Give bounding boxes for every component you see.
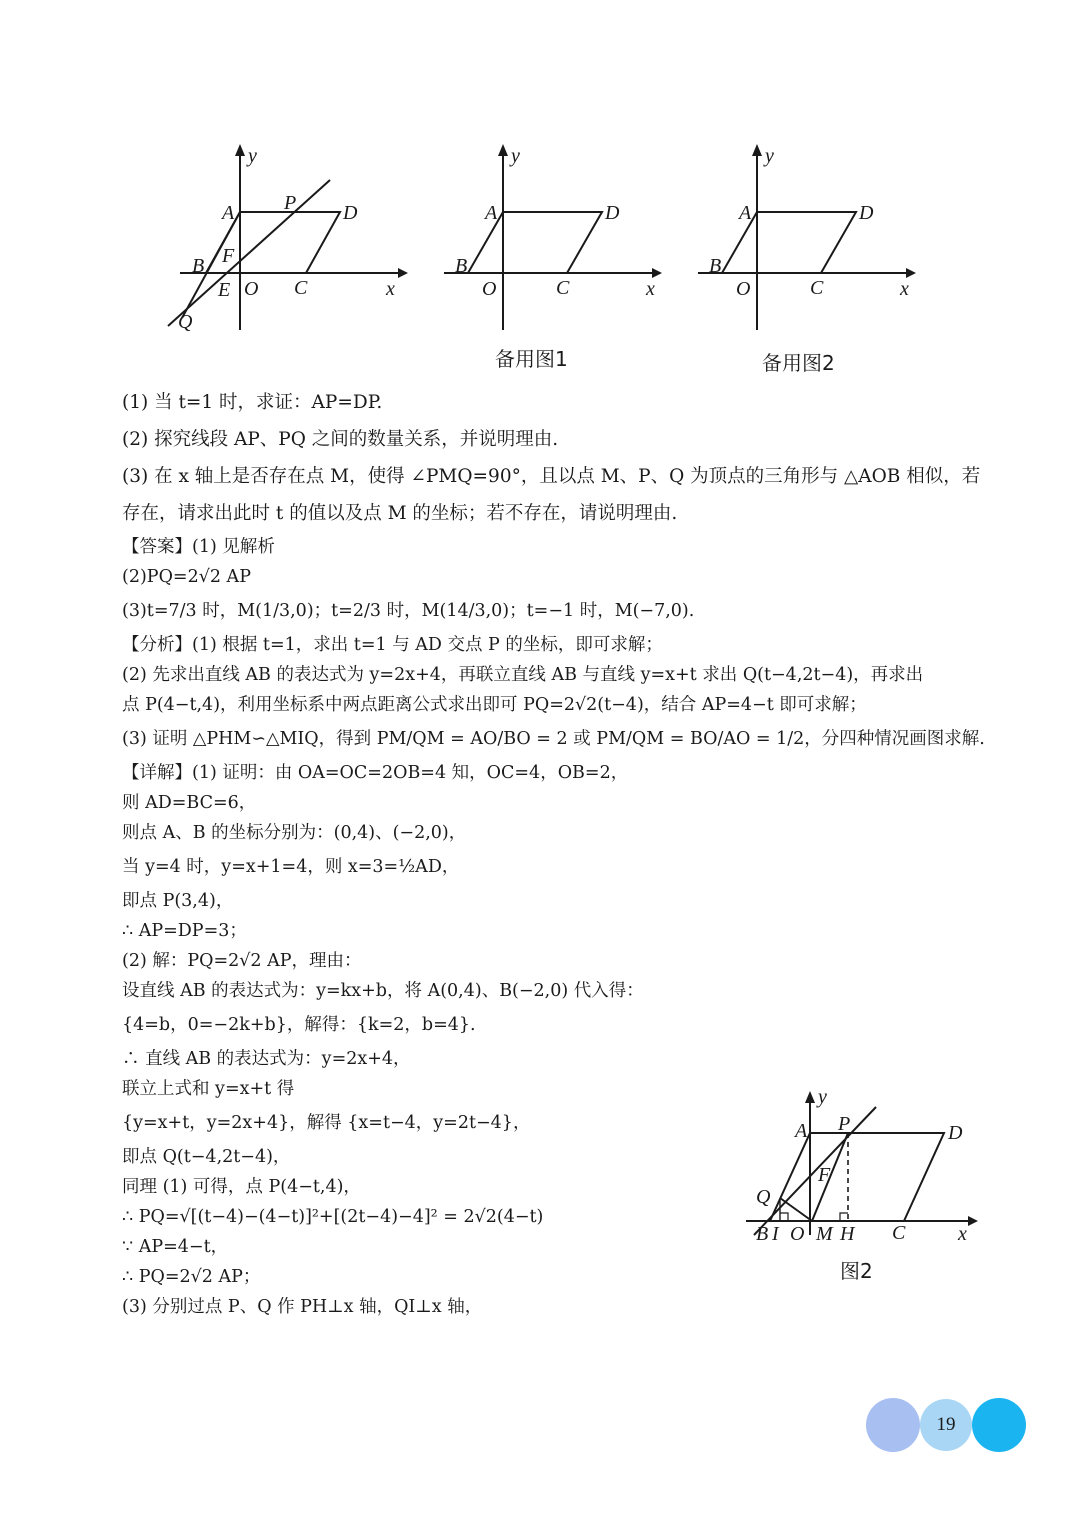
- detail-18: (3) 分别过点 P、Q 作 PH⊥x 轴，QI⊥x 轴，: [122, 1297, 483, 1317]
- svg-text:A: A: [739, 202, 752, 224]
- svg-text:C: C: [294, 277, 308, 299]
- analysis-3: (3) 证明 △PHM∽△MIQ，得到 PM/QM = AO/BO = 2 或 PM/QM = BO/AO = 1/2，分四种情况画图求解.: [122, 729, 985, 749]
- svg-text:E: E: [218, 279, 231, 301]
- detail-7: (2) 解：PQ=2√2 AP，理由：: [122, 951, 362, 971]
- svg-text:C: C: [556, 277, 570, 299]
- svg-text:D: D: [859, 202, 874, 224]
- detail-8: 设直线 AB 的表达式为：y=kx+b，将 A(0,4)、B(−2,0) 代入得：: [122, 981, 644, 1001]
- svg-text:P: P: [284, 192, 297, 214]
- svg-text:x: x: [900, 278, 909, 300]
- detail-12: {y=x+t，y=2x+4}，解得 {x=t−4，y=2t−4}，: [122, 1113, 531, 1133]
- svg-text:A: A: [222, 202, 235, 224]
- detail-10: ∴ 直线 AB 的表达式为：y=2x+4，: [122, 1049, 411, 1069]
- page-number-badge: [866, 1398, 1026, 1452]
- detail-17: ∴ PQ=2√2 AP；: [122, 1267, 261, 1287]
- svg-text:C: C: [892, 1222, 906, 1244]
- figure-main: [160, 140, 410, 340]
- detail-11: 联立上式和 y=x+t 得: [122, 1079, 295, 1099]
- svg-text:x: x: [646, 278, 655, 300]
- detail-13: 即点 Q(t−4,2t−4)，: [122, 1147, 291, 1167]
- answer-heading: 【答案】(1) 见解析: [122, 537, 275, 557]
- detail-16: ∵ AP=4−t，: [122, 1237, 229, 1257]
- svg-text:D: D: [343, 202, 358, 224]
- svg-text:x: x: [386, 278, 395, 300]
- svg-text:O: O: [482, 278, 497, 300]
- svg-text:x: x: [958, 1223, 967, 1245]
- detail-4: 当 y=4 时，y=x+1=4，则 x=3=½AD，: [122, 857, 460, 877]
- question-1: (1) 当 t=1 时，求证：AP=DP.: [122, 392, 383, 413]
- analysis-2: (2) 先求出直线 AB 的表达式为 y=2x+4，再联立直线 AB 与直线 y=x+t 求出 Q(t−4,2t−4)，再求出: [122, 665, 924, 685]
- figure-backup-2: [692, 140, 922, 375]
- svg-text:M: M: [816, 1223, 833, 1245]
- svg-text:y: y: [765, 145, 774, 167]
- svg-text:A: A: [485, 202, 498, 224]
- answer-3: (3)t=7/3 时，M(1/3,0)；t=2/3 时，M(14/3,0)；t=−1 时，M(−7,0).: [122, 601, 695, 621]
- analysis-1: 【分析】(1) 根据 t=1，求出 t=1 与 AD 交点 P 的坐标，即可求解；: [122, 635, 663, 655]
- badge-circle-left: [866, 1398, 920, 1452]
- svg-text:D: D: [948, 1122, 963, 1144]
- svg-text:B: B: [455, 255, 468, 277]
- svg-text:C: C: [810, 277, 824, 299]
- detail-3: 则点 A、B 的坐标分别为：(0,4)、(−2,0)，: [122, 823, 467, 843]
- svg-text:B: B: [756, 1223, 769, 1245]
- analysis-2-cont: 点 P(4−t,4)，利用坐标系中两点距离公式求出即可 PQ=2√2(t−4)，结合 AP=4−t 即可求解；: [122, 695, 867, 715]
- detail-5: 即点 P(3,4)，: [122, 891, 234, 911]
- svg-text:O: O: [736, 278, 751, 300]
- question-2: (2) 探究线段 AP、PQ 之间的数量关系，并说明理由.: [122, 429, 559, 450]
- svg-text:O: O: [790, 1223, 805, 1245]
- svg-text:Q: Q: [756, 1186, 771, 1208]
- detail-14: 同理 (1) 可得，点 P(4−t,4)，: [122, 1177, 361, 1197]
- caption-figure-2: 图2: [840, 1259, 873, 1283]
- detail-15: ∴ PQ=√[(t−4)−(4−t)]²+[(2t−4)−4]² = 2√2(4−t): [122, 1207, 544, 1227]
- detail-2: 则 AD=BC=6，: [122, 793, 257, 813]
- svg-text:Q: Q: [178, 311, 193, 333]
- caption-backup-2: 备用图2: [762, 351, 835, 375]
- question-3: (3) 在 x 轴上是否存在点 M，使得 ∠PMQ=90°，且以点 M、P、Q 为顶点的三角形与 △AOB 相似，若: [122, 466, 981, 487]
- svg-text:D: D: [605, 202, 620, 224]
- svg-text:F: F: [222, 245, 235, 267]
- figure-2: [740, 1085, 985, 1283]
- svg-text:y: y: [511, 145, 520, 167]
- svg-text:A: A: [795, 1120, 808, 1142]
- svg-text:H: H: [840, 1223, 855, 1245]
- question-3-cont: 存在，请求出此时 t 的值以及点 M 的坐标；若不存在，请说明理由.: [122, 503, 678, 524]
- badge-circle-right: [972, 1398, 1026, 1452]
- detail-6: ∴ AP=DP=3；: [122, 921, 247, 941]
- svg-text:P: P: [838, 1113, 851, 1135]
- svg-text:O: O: [244, 278, 259, 300]
- answer-2: (2)PQ=2√2 AP: [122, 567, 251, 587]
- svg-text:y: y: [248, 145, 257, 167]
- figure-backup-1: [438, 140, 668, 371]
- detail-1: 【详解】(1) 证明：由 OA=OC=2OB=4 知，OC=4，OB=2，: [122, 763, 629, 783]
- svg-text:B: B: [709, 255, 722, 277]
- detail-9: {4=b，0=−2k+b}，解得：{k=2，b=4}.: [122, 1015, 476, 1035]
- caption-backup-1: 备用图1: [495, 347, 568, 371]
- page-number: 19: [936, 1414, 956, 1435]
- svg-text:y: y: [818, 1086, 827, 1108]
- svg-text:I: I: [772, 1223, 779, 1245]
- svg-text:F: F: [818, 1164, 831, 1186]
- svg-text:B: B: [192, 255, 205, 277]
